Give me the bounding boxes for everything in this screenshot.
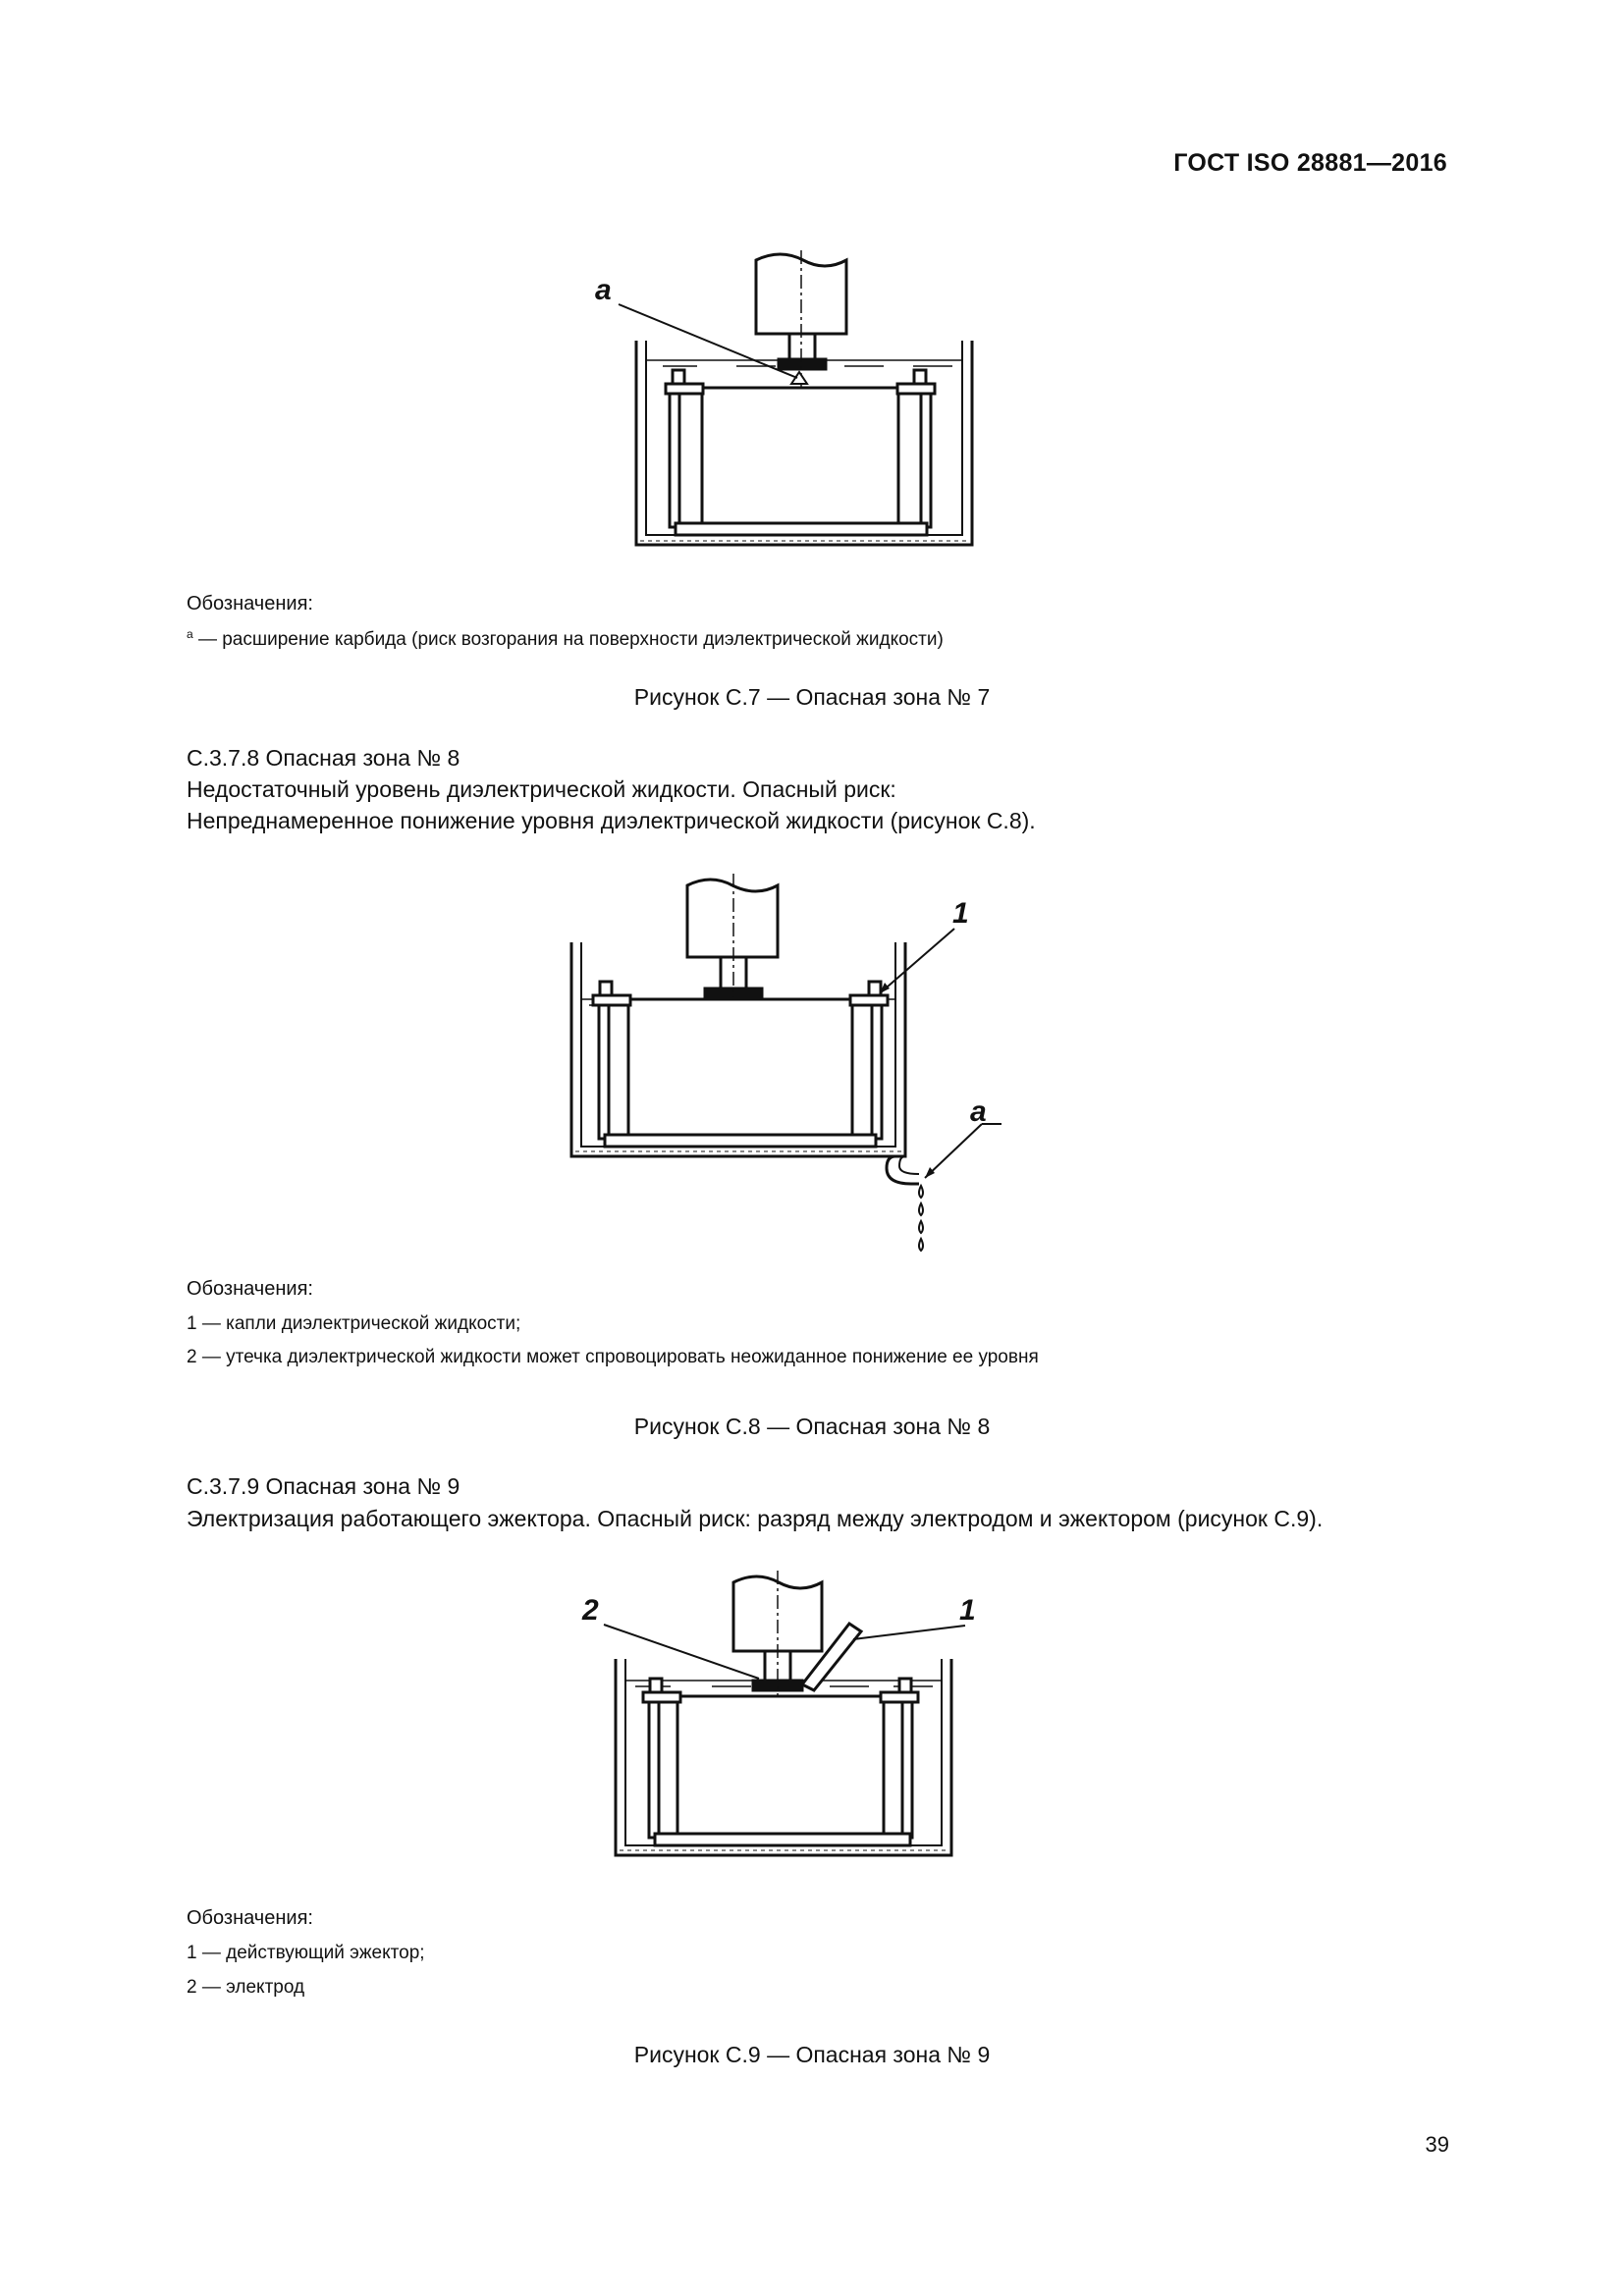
figure-c8-caption: Рисунок С.8 — Опасная зона № 8	[633, 1414, 991, 1439]
c7-spark-triangle	[791, 372, 807, 384]
c8-leader-a	[925, 1124, 982, 1178]
figure-c9-legend-item-2: 2 — электрод	[187, 1977, 305, 1998]
figure-c7-caption: Рисунок С.7 — Опасная зона № 7	[633, 684, 991, 710]
section-c379-line-1: Электризация работающего эжектора. Опасный риск: разряд между электродом и эжектором (рисунок С.9).	[187, 1506, 1324, 1531]
figure-c9-legend-item-1: 1 — действующий эжектор;	[187, 1943, 425, 1963]
c8-workpiece	[593, 982, 888, 1147]
c9-label-2: 2	[582, 1594, 599, 1627]
c8-drain-pipe	[887, 1156, 919, 1184]
c7-label-a: a	[595, 274, 612, 306]
c9-leader-1	[853, 1626, 965, 1639]
figure-c9-diagram	[574, 1571, 987, 1865]
section-c379-heading: С.3.7.9 Опасная зона № 9	[187, 1473, 460, 1499]
section-c378-heading: С.3.7.8 Опасная зона № 8	[187, 745, 460, 771]
c9-workpiece	[643, 1679, 918, 1845]
section-c378-line-2: Непреднамеренное понижение уровня диэлектрической жидкости (рисунок С.8).	[187, 808, 1036, 833]
document-standard-number: ГОСТ ISO 28881—2016	[1173, 149, 1447, 177]
c8-electrode-head	[687, 880, 778, 998]
figure-c8-legend-title: Обозначения:	[187, 1278, 313, 1300]
figure-c8-legend-item-2: 2 — утечка диэлектрической жидкости может спровоцировать неожиданное понижение ее уровня	[187, 1347, 1039, 1367]
c8-label-1: 1	[952, 897, 969, 930]
figure-c8-diagram	[550, 874, 1011, 1247]
page-number: 39	[1425, 2132, 1449, 2157]
legend-mark: a	[187, 627, 193, 641]
figure-c7-legend-title: Обозначения:	[187, 593, 313, 614]
figure-c7-diagram	[589, 250, 982, 555]
figure-c9-legend-title: Обозначения:	[187, 1907, 313, 1929]
figure-c8-legend-item-1: 1 — капли диэлектрической жидкости;	[187, 1313, 521, 1334]
legend-text: — расширение карбида (риск возгорания на поверхности диэлектрической жидкости)	[192, 629, 944, 650]
c9-label-1: 1	[959, 1594, 976, 1627]
c7-workpiece	[666, 370, 935, 535]
c8-liquid-drops	[919, 1186, 923, 1251]
section-c378-line-1: Недостаточный уровень диэлектрической жидкости. Опасный риск:	[187, 776, 896, 802]
figure-c7-legend-item	[187, 627, 944, 651]
c8-leader-1	[880, 929, 954, 993]
figure-c9-caption: Рисунок С.9 — Опасная зона № 9	[633, 2042, 991, 2067]
c8-label-a: a	[970, 1095, 987, 1128]
